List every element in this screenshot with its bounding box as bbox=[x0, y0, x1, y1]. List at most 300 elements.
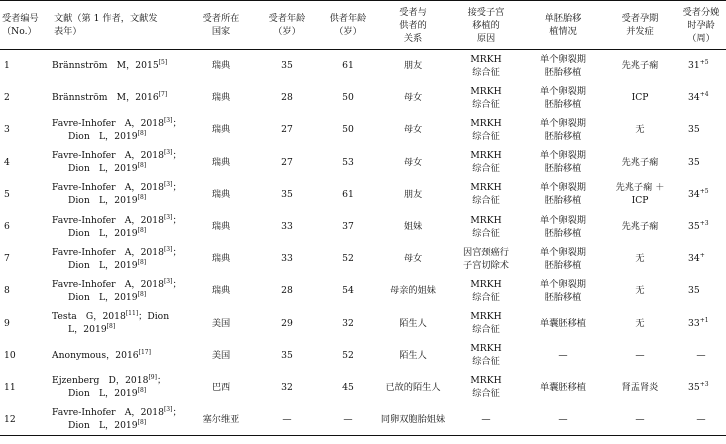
cell-reason bbox=[450, 339, 522, 371]
relation-line: 母女 bbox=[403, 92, 423, 104]
cell-reference bbox=[50, 146, 188, 178]
reference-line bbox=[52, 149, 188, 162]
cell-gestational-age bbox=[676, 307, 726, 339]
cell-complication bbox=[604, 275, 676, 307]
table-row bbox=[0, 339, 726, 371]
cell-gestational-age bbox=[676, 178, 726, 210]
reason-line: MRKH bbox=[470, 214, 502, 226]
gestational-days: +5 bbox=[699, 187, 709, 195]
gestational-days: +3 bbox=[699, 219, 709, 227]
cell-donor-age: 52 bbox=[342, 349, 354, 361]
reference-separator: ； bbox=[172, 182, 182, 194]
table-row bbox=[0, 307, 726, 339]
cell-reference bbox=[50, 371, 188, 403]
transfer-line: 胚胎移植 bbox=[544, 195, 582, 207]
citation-number: [8] bbox=[137, 419, 147, 427]
cell-gestational-age bbox=[676, 50, 726, 82]
reference-line bbox=[52, 310, 188, 323]
reference-author: Testa G，2018 bbox=[52, 311, 126, 323]
cell-donor-age: 61 bbox=[342, 188, 354, 200]
reference-line bbox=[52, 246, 188, 259]
transfer-line: — bbox=[558, 349, 568, 361]
reason-line: 综合征 bbox=[472, 66, 500, 78]
relation-line: 母女 bbox=[403, 253, 423, 265]
cell-donor-age: — bbox=[320, 404, 376, 436]
cell-no: 6 bbox=[4, 221, 10, 233]
reason-line: 综合征 bbox=[472, 195, 500, 207]
gestational-weeks: 34 bbox=[688, 188, 700, 200]
cell-donor-age: 37 bbox=[342, 221, 354, 233]
cell-no: 8 bbox=[4, 285, 10, 297]
transfer-line: 单个卵裂期 bbox=[540, 182, 586, 194]
cell-no: 2 bbox=[4, 92, 10, 104]
cell-relation bbox=[376, 146, 450, 178]
cell-complication bbox=[604, 50, 676, 82]
reason-line: MRKH bbox=[470, 311, 502, 323]
reason-line: 综合征 bbox=[472, 356, 500, 368]
cell-reference bbox=[50, 275, 188, 307]
reason-line: MRKH bbox=[470, 343, 502, 355]
relation-line: 朋友 bbox=[403, 188, 423, 200]
header-country: 受者所在 国家 bbox=[188, 1, 254, 50]
complication-line: ICP bbox=[631, 92, 649, 104]
transfer-line: 单个卵裂期 bbox=[540, 85, 586, 97]
transfer-line: 胚胎移植 bbox=[544, 98, 582, 110]
gestational-weeks: 34 bbox=[688, 92, 700, 104]
cell-reason bbox=[450, 114, 522, 146]
reference-author: Brännström M，2015 bbox=[52, 60, 159, 72]
cell-recipient-age: 32 bbox=[281, 381, 293, 393]
reason-line: 综合征 bbox=[472, 98, 500, 110]
reference-separator: ； bbox=[172, 246, 182, 258]
cell-embryo-transfer bbox=[522, 307, 604, 339]
cell-embryo-transfer bbox=[522, 114, 604, 146]
cell-country: 瑞典 bbox=[211, 285, 231, 297]
citation-number: [3] bbox=[163, 213, 173, 221]
cell-reference bbox=[50, 339, 188, 371]
relation-line: 朋友 bbox=[403, 60, 423, 72]
cell-reason bbox=[450, 210, 522, 242]
reason-line: MRKH bbox=[470, 375, 502, 387]
reference-author: Favre-Inhofer A，2018 bbox=[52, 150, 164, 162]
reference-separator: ； bbox=[172, 278, 182, 290]
complication-line: ICP bbox=[631, 195, 649, 207]
relation-line: 母女 bbox=[403, 156, 423, 168]
cell-gestational-age bbox=[676, 82, 726, 114]
cell-gestational-age bbox=[676, 275, 726, 307]
header-reference: 文献（第 1 作者，文献发 表年） bbox=[50, 1, 188, 50]
cell-embryo-transfer bbox=[522, 82, 604, 114]
cell-complication bbox=[604, 243, 676, 275]
table-row bbox=[0, 178, 726, 210]
table-row bbox=[0, 243, 726, 275]
cell-complication bbox=[604, 339, 676, 371]
citation-number: [3] bbox=[163, 116, 173, 124]
citation-number: [8] bbox=[137, 194, 147, 202]
cell-relation bbox=[376, 275, 450, 307]
cell-no: 5 bbox=[4, 188, 10, 200]
cell-no: 11 bbox=[4, 381, 16, 393]
relation-line: 姐妹 bbox=[403, 221, 423, 233]
cell-recipient-age: 35 bbox=[281, 349, 293, 361]
header-relation: 受者与 供者的 关系 bbox=[376, 1, 450, 50]
reason-line: 因宫颈癌行 bbox=[463, 246, 509, 258]
cell-recipient-age: 29 bbox=[281, 317, 293, 329]
cell-relation bbox=[376, 339, 450, 371]
relation-line: 陌生人 bbox=[399, 317, 427, 329]
header-recipient-no: 受者编号 （No.） bbox=[0, 1, 50, 50]
citation-number: [7] bbox=[158, 91, 168, 99]
cell-country: 美国 bbox=[211, 349, 231, 361]
gestational-days: + bbox=[699, 252, 705, 260]
cell-recipient-age: 33 bbox=[281, 221, 293, 233]
citation-number: [3] bbox=[163, 181, 173, 189]
cell-reason bbox=[450, 82, 522, 114]
reference-line bbox=[52, 91, 188, 104]
cell-reference bbox=[50, 307, 188, 339]
reference-line bbox=[52, 278, 188, 291]
relation-line: 母亲的姐妹 bbox=[390, 285, 436, 297]
reference-author: Favre-Inhofer A，2018 bbox=[52, 214, 164, 226]
gestational-weeks: — bbox=[696, 413, 706, 425]
cell-no: 4 bbox=[4, 156, 10, 168]
relation-line: 母女 bbox=[403, 124, 423, 136]
cell-donor-age: 61 bbox=[342, 60, 354, 72]
gestational-days: +5 bbox=[699, 59, 709, 67]
cell-reference bbox=[50, 210, 188, 242]
reason-line: 综合征 bbox=[472, 388, 500, 400]
transfer-line: 单个卵裂期 bbox=[540, 150, 586, 162]
reason-line: 综合征 bbox=[472, 324, 500, 336]
table-row bbox=[0, 210, 726, 242]
cell-reference bbox=[50, 178, 188, 210]
reference-separator: ； bbox=[172, 214, 182, 226]
transfer-line: 胚胎移植 bbox=[544, 130, 582, 142]
cell-donor-age: 45 bbox=[342, 381, 354, 393]
reference-author: Favre-Inhofer A，2018 bbox=[52, 246, 164, 258]
cell-reason bbox=[450, 243, 522, 275]
cell-country: 瑞典 bbox=[211, 188, 231, 200]
complication-line: 先兆子痫 bbox=[621, 221, 659, 233]
transfer-line: 单个卵裂期 bbox=[540, 246, 586, 258]
reference-line bbox=[52, 323, 188, 336]
reference-separator: ； bbox=[172, 150, 182, 162]
cell-recipient-age: 28 bbox=[281, 92, 293, 104]
transfer-line: 胚胎移植 bbox=[544, 163, 582, 175]
reference-separator: ； bbox=[172, 407, 182, 419]
cell-relation bbox=[376, 307, 450, 339]
reference-line bbox=[52, 374, 188, 387]
gestational-days: +3 bbox=[699, 380, 709, 388]
cell-recipient-age: 35 bbox=[281, 60, 293, 72]
reference-line bbox=[52, 419, 188, 432]
reference-author: Dion L，2019 bbox=[68, 388, 138, 400]
cell-reference bbox=[50, 243, 188, 275]
reference-author: Dion L，2019 bbox=[68, 195, 138, 207]
table-row bbox=[0, 50, 726, 82]
reference-author: Brännström M，2016 bbox=[52, 92, 159, 104]
gestational-weeks: 35 bbox=[688, 156, 700, 168]
cell-reason bbox=[450, 146, 522, 178]
cell-embryo-transfer bbox=[522, 243, 604, 275]
reference-line bbox=[52, 162, 188, 175]
reference-author: Favre-Inhofer A，2018 bbox=[52, 182, 164, 194]
gestational-weeks: 33 bbox=[688, 317, 700, 329]
reference-author: L，2019 bbox=[68, 324, 107, 336]
table-row bbox=[0, 275, 726, 307]
cell-no: 3 bbox=[4, 124, 10, 136]
citation-number: [3] bbox=[163, 277, 173, 285]
cell-country: 瑞典 bbox=[211, 60, 231, 72]
table-row bbox=[0, 371, 726, 403]
cell-country: 瑞典 bbox=[211, 124, 231, 136]
cell-no: 9 bbox=[4, 317, 10, 329]
cell-embryo-transfer bbox=[522, 371, 604, 403]
citation-number: [3] bbox=[163, 245, 173, 253]
cell-country: 塞尔维亚 bbox=[188, 404, 254, 436]
gestational-days: +4 bbox=[699, 91, 709, 99]
complication-line: 无 bbox=[635, 285, 645, 297]
reference-line bbox=[52, 406, 188, 419]
citation-number: [8] bbox=[137, 290, 147, 298]
reference-author: Favre-Inhofer A，2018 bbox=[52, 117, 164, 129]
cell-recipient-age: 33 bbox=[281, 253, 293, 265]
gestational-weeks: 35 bbox=[688, 285, 700, 297]
cell-country: 瑞典 bbox=[211, 92, 231, 104]
cell-relation bbox=[376, 178, 450, 210]
transfer-line: 胚胎移植 bbox=[544, 66, 582, 78]
gestational-weeks: 34 bbox=[688, 253, 700, 265]
reference-author: Favre-Inhofer A，2018 bbox=[52, 407, 164, 419]
cell-reference bbox=[50, 82, 188, 114]
reason-line: 综合征 bbox=[472, 163, 500, 175]
relation-line: 同卵双胞胎姐妹 bbox=[380, 413, 446, 425]
citation-number: [9] bbox=[148, 374, 157, 382]
reference-author: Dion L，2019 bbox=[68, 420, 138, 432]
reference-author: Dion L，2019 bbox=[68, 291, 138, 303]
cell-recipient-age: 27 bbox=[281, 124, 293, 136]
cell-donor-age: 50 bbox=[342, 92, 354, 104]
transfer-line: — bbox=[558, 413, 568, 425]
reference-line bbox=[52, 181, 188, 194]
transfer-line: 单囊胚移植 bbox=[540, 317, 586, 329]
cell-embryo-transfer bbox=[522, 404, 604, 436]
reason-line: — bbox=[481, 413, 491, 425]
citation-number: [8] bbox=[137, 387, 147, 395]
cell-country: 瑞典 bbox=[211, 156, 231, 168]
reason-line: MRKH bbox=[470, 150, 502, 162]
cell-gestational-age bbox=[676, 404, 726, 436]
reference-separator: ；Dion bbox=[138, 311, 170, 323]
cell-country: 瑞典 bbox=[211, 253, 231, 265]
cell-recipient-age: 35 bbox=[281, 188, 293, 200]
reference-line bbox=[52, 59, 188, 72]
cell-reference bbox=[50, 50, 188, 82]
table-row bbox=[0, 146, 726, 178]
transfer-line: 单个卵裂期 bbox=[540, 278, 586, 290]
reference-line bbox=[52, 259, 188, 272]
cell-relation bbox=[376, 243, 450, 275]
transfer-line: 胚胎移植 bbox=[544, 227, 582, 239]
reference-line bbox=[52, 214, 188, 227]
cell-gestational-age bbox=[676, 146, 726, 178]
table-row bbox=[0, 114, 726, 146]
table-row bbox=[0, 404, 726, 436]
relation-line: 已故的陌生人 bbox=[385, 381, 441, 393]
reason-line: 综合征 bbox=[472, 130, 500, 142]
transfer-line: 单囊胚移植 bbox=[540, 381, 586, 393]
complication-line: — bbox=[635, 349, 645, 361]
header-recipient-age: 受者年龄 （岁） bbox=[254, 1, 320, 50]
cell-relation bbox=[376, 210, 450, 242]
cell-relation bbox=[376, 371, 450, 403]
cell-no: 12 bbox=[0, 404, 50, 436]
citation-number: [5] bbox=[158, 59, 168, 67]
complication-line: 先兆子痫 bbox=[621, 156, 659, 168]
cell-donor-age: 50 bbox=[342, 124, 354, 136]
transfer-line: 单个卵裂期 bbox=[540, 117, 586, 129]
reference-line bbox=[52, 194, 188, 207]
gestational-weeks: 35 bbox=[688, 124, 700, 136]
cell-relation bbox=[376, 82, 450, 114]
gestational-weeks: 35 bbox=[688, 381, 700, 393]
cell-reason bbox=[450, 275, 522, 307]
cell-relation bbox=[376, 50, 450, 82]
gestational-weeks: 35 bbox=[688, 221, 700, 233]
cell-embryo-transfer bbox=[522, 339, 604, 371]
header-reason: 接受子宫 移植的 原因 bbox=[450, 1, 522, 50]
cell-no: 10 bbox=[4, 349, 16, 361]
reason-line: MRKH bbox=[470, 53, 502, 65]
cell-complication bbox=[604, 210, 676, 242]
table-row bbox=[0, 82, 726, 114]
reference-author: Anonymous，2016 bbox=[52, 349, 139, 361]
complication-line: 先兆子痫 bbox=[621, 60, 659, 72]
citation-number: [3] bbox=[163, 149, 173, 157]
cell-donor-age: 52 bbox=[342, 253, 354, 265]
cell-gestational-age bbox=[676, 371, 726, 403]
header-gestational-age: 受者分娩 时孕龄 （周） bbox=[676, 1, 726, 50]
cell-gestational-age bbox=[676, 114, 726, 146]
complication-line: 无 bbox=[635, 317, 645, 329]
citation-number: [8] bbox=[137, 162, 147, 170]
reference-author: Dion L，2019 bbox=[68, 163, 138, 175]
cell-recipient-age: — bbox=[254, 404, 320, 436]
cell-reference bbox=[50, 114, 188, 146]
cell-complication bbox=[604, 178, 676, 210]
cell-donor-age: 53 bbox=[342, 156, 354, 168]
transfer-line: 单个卵裂期 bbox=[540, 53, 586, 65]
cell-country: 巴西 bbox=[211, 381, 231, 393]
reference-line bbox=[52, 130, 188, 143]
cell-gestational-age bbox=[676, 243, 726, 275]
header-donor-age: 供者年龄 （岁） bbox=[320, 1, 376, 50]
cell-embryo-transfer bbox=[522, 146, 604, 178]
complication-line: 先兆子痫 ＋ bbox=[615, 182, 665, 194]
cell-reason bbox=[450, 371, 522, 403]
cell-complication bbox=[604, 114, 676, 146]
reason-line: MRKH bbox=[470, 117, 502, 129]
reference-line bbox=[52, 349, 188, 362]
cell-complication bbox=[604, 146, 676, 178]
cell-reason bbox=[450, 50, 522, 82]
citation-number: [8] bbox=[106, 323, 116, 331]
reference-line bbox=[52, 117, 188, 130]
cell-donor-age: 54 bbox=[342, 285, 354, 297]
complication-line: 肾盂肾炎 bbox=[621, 381, 659, 393]
reason-line: 综合征 bbox=[472, 227, 500, 239]
reason-line: MRKH bbox=[470, 85, 502, 97]
cell-complication bbox=[604, 82, 676, 114]
cell-recipient-age: 27 bbox=[281, 156, 293, 168]
header-embryo-transfer: 单胚胎移 植情况 bbox=[522, 1, 604, 50]
transfer-line: 胚胎移植 bbox=[544, 259, 582, 271]
cell-recipient-age: 28 bbox=[281, 285, 293, 297]
citation-number: [8] bbox=[137, 226, 147, 234]
reason-line: MRKH bbox=[470, 278, 502, 290]
table-header-row bbox=[0, 1, 726, 50]
reference-separator: ； bbox=[172, 117, 182, 129]
citation-number: [3] bbox=[163, 406, 173, 414]
complication-line: 无 bbox=[635, 253, 645, 265]
cell-relation bbox=[376, 404, 450, 436]
gestational-weeks: 31 bbox=[688, 60, 700, 72]
cell-reference bbox=[50, 404, 188, 436]
cell-complication bbox=[604, 404, 676, 436]
gestational-weeks: — bbox=[696, 349, 706, 361]
cell-embryo-transfer bbox=[522, 50, 604, 82]
cell-country: 瑞典 bbox=[211, 221, 231, 233]
reason-line: 综合征 bbox=[472, 291, 500, 303]
transfer-line: 单个卵裂期 bbox=[540, 214, 586, 226]
transfer-line: 胚胎移植 bbox=[544, 291, 582, 303]
cell-country: 美国 bbox=[211, 317, 231, 329]
cell-complication bbox=[604, 307, 676, 339]
reference-author: Ejzenberg D，2018 bbox=[52, 375, 149, 387]
table-body bbox=[0, 50, 726, 436]
cell-gestational-age bbox=[676, 210, 726, 242]
gestational-days: +1 bbox=[699, 316, 709, 324]
citation-number: [8] bbox=[137, 258, 147, 266]
reference-separator: ； bbox=[156, 375, 167, 387]
reference-author: Dion L，2019 bbox=[68, 227, 138, 239]
reference-author: Dion L，2019 bbox=[68, 259, 138, 271]
cell-embryo-transfer bbox=[522, 210, 604, 242]
cell-reason bbox=[450, 178, 522, 210]
reference-line bbox=[52, 387, 188, 400]
reason-line: 子宫切除术 bbox=[463, 259, 509, 271]
citation-number: [11] bbox=[125, 310, 139, 318]
cell-no: 1 bbox=[4, 60, 10, 72]
cell-no: 7 bbox=[4, 253, 10, 265]
reference-author: Favre-Inhofer A，2018 bbox=[52, 278, 164, 290]
reference-line bbox=[52, 291, 188, 304]
complication-line: 无 bbox=[635, 124, 645, 136]
reference-author: Dion L，2019 bbox=[68, 130, 138, 142]
cell-reason bbox=[450, 404, 522, 436]
cell-reason bbox=[450, 307, 522, 339]
cell-relation bbox=[376, 114, 450, 146]
cell-embryo-transfer bbox=[522, 275, 604, 307]
citation-number: [17] bbox=[138, 348, 151, 356]
complication-line: — bbox=[635, 413, 645, 425]
cell-donor-age: 32 bbox=[342, 317, 354, 329]
cell-embryo-transfer bbox=[522, 178, 604, 210]
citation-number: [8] bbox=[137, 129, 147, 137]
cell-complication bbox=[604, 371, 676, 403]
relation-line: 陌生人 bbox=[399, 349, 427, 361]
cell-gestational-age bbox=[676, 339, 726, 371]
